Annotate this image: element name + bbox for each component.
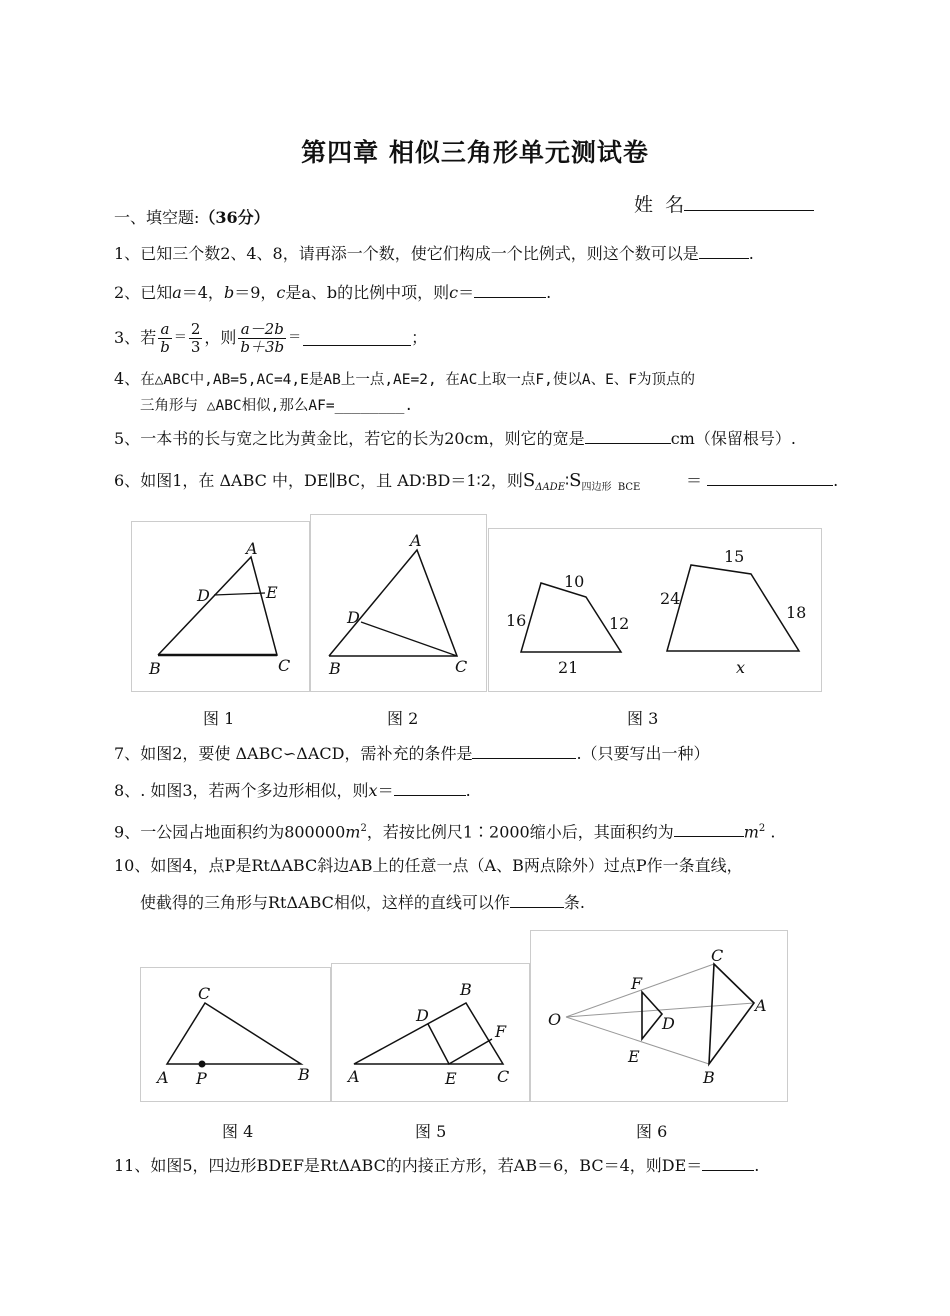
question-4 — [114, 368, 695, 391]
question-text: 如图4，点P是RtΔABC斜边AB上的任意一点（A、B两点除外）过点P作一条直线， — [150, 856, 743, 875]
area-subscript: 四边形 BCE — [581, 482, 641, 494]
label-A: A — [410, 531, 422, 550]
question-11: 11、如图5，四边形BDEF是RtΔABC的内接正方形，若AB＝6，BC＝4，则DE＝ . — [114, 1156, 760, 1175]
question-number: 1、 — [114, 244, 141, 263]
section-label: 一、填空题: — [114, 208, 200, 227]
figure-1-caption: 图 1 — [203, 709, 235, 728]
label-P: P — [196, 1069, 207, 1088]
figure-3-caption: 图 3 — [627, 709, 659, 728]
fraction-2-over-3 — [189, 321, 203, 356]
question-6 — [114, 470, 640, 499]
question-text: ，若按比例尺1∶2000缩小后，其面积约为 — [366, 822, 674, 842]
label-D: D — [662, 1014, 675, 1033]
label-C: C — [711, 946, 724, 965]
question-text: . — [765, 822, 776, 842]
question-2: 2、已知a＝4，b＝9，c是a、b的比例中项，则c＝ . — [114, 283, 552, 302]
question-6-answer: ＝ . — [686, 471, 839, 490]
figure-4-drawing — [141, 968, 330, 1101]
answer-blank[interactable] — [585, 429, 671, 444]
label-F: F — [495, 1022, 507, 1041]
answer-blank[interactable] — [303, 331, 411, 346]
label-A: A — [755, 996, 767, 1015]
question-1: 1、已知三个数2、4、8，请再添一个数，使它们构成一个比例式，则这个数可以是 . — [114, 244, 754, 263]
question-text: 条. — [563, 893, 585, 912]
answer-blank[interactable] — [510, 893, 564, 908]
question-text: 若 — [140, 328, 157, 347]
figure-5-caption: 图 5 — [415, 1122, 447, 1141]
label-F: F — [631, 974, 643, 993]
question-3 — [114, 316, 427, 360]
label-A: A — [246, 539, 258, 558]
label-B: B — [460, 980, 472, 999]
label-O: O — [548, 1010, 562, 1029]
question-8: 8、. 如图3，若两个多边形相似，则x＝ . — [114, 781, 471, 800]
figure-6-caption: 图 6 — [636, 1122, 668, 1141]
figure-3 — [488, 528, 822, 692]
denominator: 3 — [190, 337, 201, 356]
denominator: b＋3b — [240, 337, 285, 356]
var-c: c — [449, 283, 459, 302]
question-text: cm（保留根号）. — [670, 429, 796, 448]
question-number: 10、 — [114, 856, 151, 875]
label-D: D — [347, 608, 360, 627]
figure-2-drawing — [311, 515, 486, 691]
figure-5 — [331, 963, 530, 1102]
question-text: 如图2，要使 ΔABC∽ΔACD，需补充的条件是 — [140, 744, 473, 763]
figure-1-drawing — [132, 522, 309, 691]
figure-1 — [131, 521, 310, 692]
question-text: 一公园占地面积约为800000 — [140, 822, 346, 842]
numerator: a－2b — [238, 321, 286, 339]
question-text: 使截得的三角形与RtΔABC相似，这样的直线可以作 — [140, 893, 510, 912]
answer-blank[interactable] — [472, 744, 576, 759]
label-A: A — [348, 1067, 360, 1086]
question-5 — [114, 428, 796, 450]
answer-blank[interactable] — [474, 283, 546, 298]
figure-5-drawing — [332, 964, 529, 1101]
side-16: 16 — [506, 611, 527, 630]
question-number: 3、 — [114, 328, 141, 347]
side-24: 24 — [660, 589, 681, 608]
figure-6 — [530, 930, 788, 1102]
denominator: b — [160, 337, 170, 356]
var-a: a — [172, 283, 182, 302]
var-b: b — [223, 283, 235, 302]
section-score: （36分） — [199, 208, 270, 227]
question-text: ＝9， — [234, 283, 277, 302]
unit-exponent: 2 — [758, 823, 766, 834]
question-text: ＝ — [458, 283, 475, 302]
answer-blank[interactable] — [707, 471, 833, 486]
side-12: 12 — [609, 614, 630, 633]
question-number: 5、 — [114, 429, 141, 448]
fraction-expression — [238, 321, 286, 356]
label-D: D — [197, 586, 210, 605]
equals-sign: ＝ — [686, 471, 703, 490]
figure-4 — [140, 967, 331, 1102]
area-symbol: S — [522, 470, 536, 491]
unit-m: m — [743, 822, 759, 842]
question-7 — [114, 743, 710, 765]
label-C: C — [278, 656, 291, 675]
name-label: 姓 名 — [634, 194, 685, 216]
question-number: 11、 — [114, 1156, 151, 1175]
figure-2-caption: 图 2 — [387, 709, 419, 728]
question-text: 已知 — [140, 283, 173, 302]
question-text: 在△ABC中,AB=5,AC=4,E是AB上一点,AE=2, 在AC上取一点F,使以A、E、F为顶点的 — [140, 372, 696, 388]
question-text: 已知三个数2、4、8，请再添一个数，使它们构成一个比例式，则这个数可以是 — [140, 244, 699, 263]
area-symbol: S — [569, 470, 582, 491]
question-number: 7、 — [114, 744, 141, 763]
fraction-a-over-b — [158, 321, 172, 356]
unit-exponent: 2 — [360, 823, 367, 834]
label-C: C — [497, 1067, 510, 1086]
question-number: 6、 — [114, 471, 141, 490]
answer-blank[interactable] — [394, 781, 466, 796]
numerator: 2 — [190, 319, 201, 338]
equals-sign: ＝ — [173, 330, 187, 345]
label-E: E — [628, 1047, 640, 1066]
var-c: c — [276, 283, 286, 302]
label-D: D — [416, 1006, 429, 1025]
question-text: 一本书的长与宽之比为黄金比，若它的长为20cm，则它的宽是 — [140, 429, 585, 448]
figure-6-drawing — [531, 931, 787, 1101]
equals-sign: ＝ — [288, 330, 302, 345]
question-text: 如图5，四边形BDEF是RtΔABC的内接正方形，若AB＝6，BC＝4，则DE＝ — [150, 1156, 703, 1175]
label-B: B — [703, 1068, 715, 1087]
equals-sign: ＝ — [377, 781, 394, 800]
question-10-line-2 — [140, 892, 585, 914]
question-9 — [114, 818, 775, 843]
numerator: a — [158, 321, 172, 339]
question-number: 2、 — [114, 283, 141, 302]
label-E: E — [445, 1069, 457, 1088]
question-number: 8、 — [114, 781, 141, 800]
var-x: x — [368, 781, 378, 800]
question-10 — [114, 855, 743, 877]
question-text: . 如图3，若两个多边形相似，则 — [140, 781, 369, 800]
question-text: ，则 — [204, 328, 237, 347]
section-header — [114, 207, 270, 229]
point-p-marker — [199, 1061, 206, 1068]
label-C: C — [198, 984, 211, 1003]
ratio-colon: ∶ — [565, 471, 570, 490]
question-number: 4、 — [114, 369, 141, 388]
side-10: 10 — [564, 572, 585, 591]
question-text: ； — [411, 328, 428, 347]
side-15: 15 — [724, 547, 745, 566]
figure-2 — [310, 514, 487, 692]
side-x: x — [736, 658, 746, 677]
answer-blank[interactable] — [674, 822, 744, 837]
unit-m: m — [345, 822, 361, 842]
figure-3-drawing — [489, 529, 821, 691]
label-B: B — [329, 659, 341, 678]
question-text: 是a、b的比例中项，则 — [285, 283, 450, 302]
page-title: 第四章 相似三角形单元测试卷 — [301, 138, 649, 167]
side-21: 21 — [558, 658, 579, 677]
label-B: B — [149, 659, 161, 678]
area-subscript: ΔADE — [535, 482, 565, 494]
name-field[interactable] — [634, 190, 814, 216]
answer-blank[interactable] — [699, 244, 749, 259]
label-B: B — [298, 1065, 310, 1084]
label-E: E — [266, 583, 278, 602]
label-A: A — [157, 1068, 169, 1087]
question-4-line-2: 三角形与 △ABC相似,那么AF=________. — [140, 398, 414, 414]
question-text: ＝4， — [181, 283, 224, 302]
side-18: 18 — [786, 603, 807, 622]
label-C: C — [455, 657, 468, 676]
answer-blank[interactable] — [702, 1156, 754, 1171]
figure-4-caption: 图 4 — [222, 1122, 254, 1141]
question-number: 9、 — [114, 822, 141, 842]
question-text: 如图1，在 ΔABC 中，DE∥BC，且 AD∶BD＝1∶2，则 — [140, 471, 523, 490]
question-text: .（只要写出一种） — [576, 744, 710, 763]
name-blank[interactable] — [684, 190, 814, 211]
